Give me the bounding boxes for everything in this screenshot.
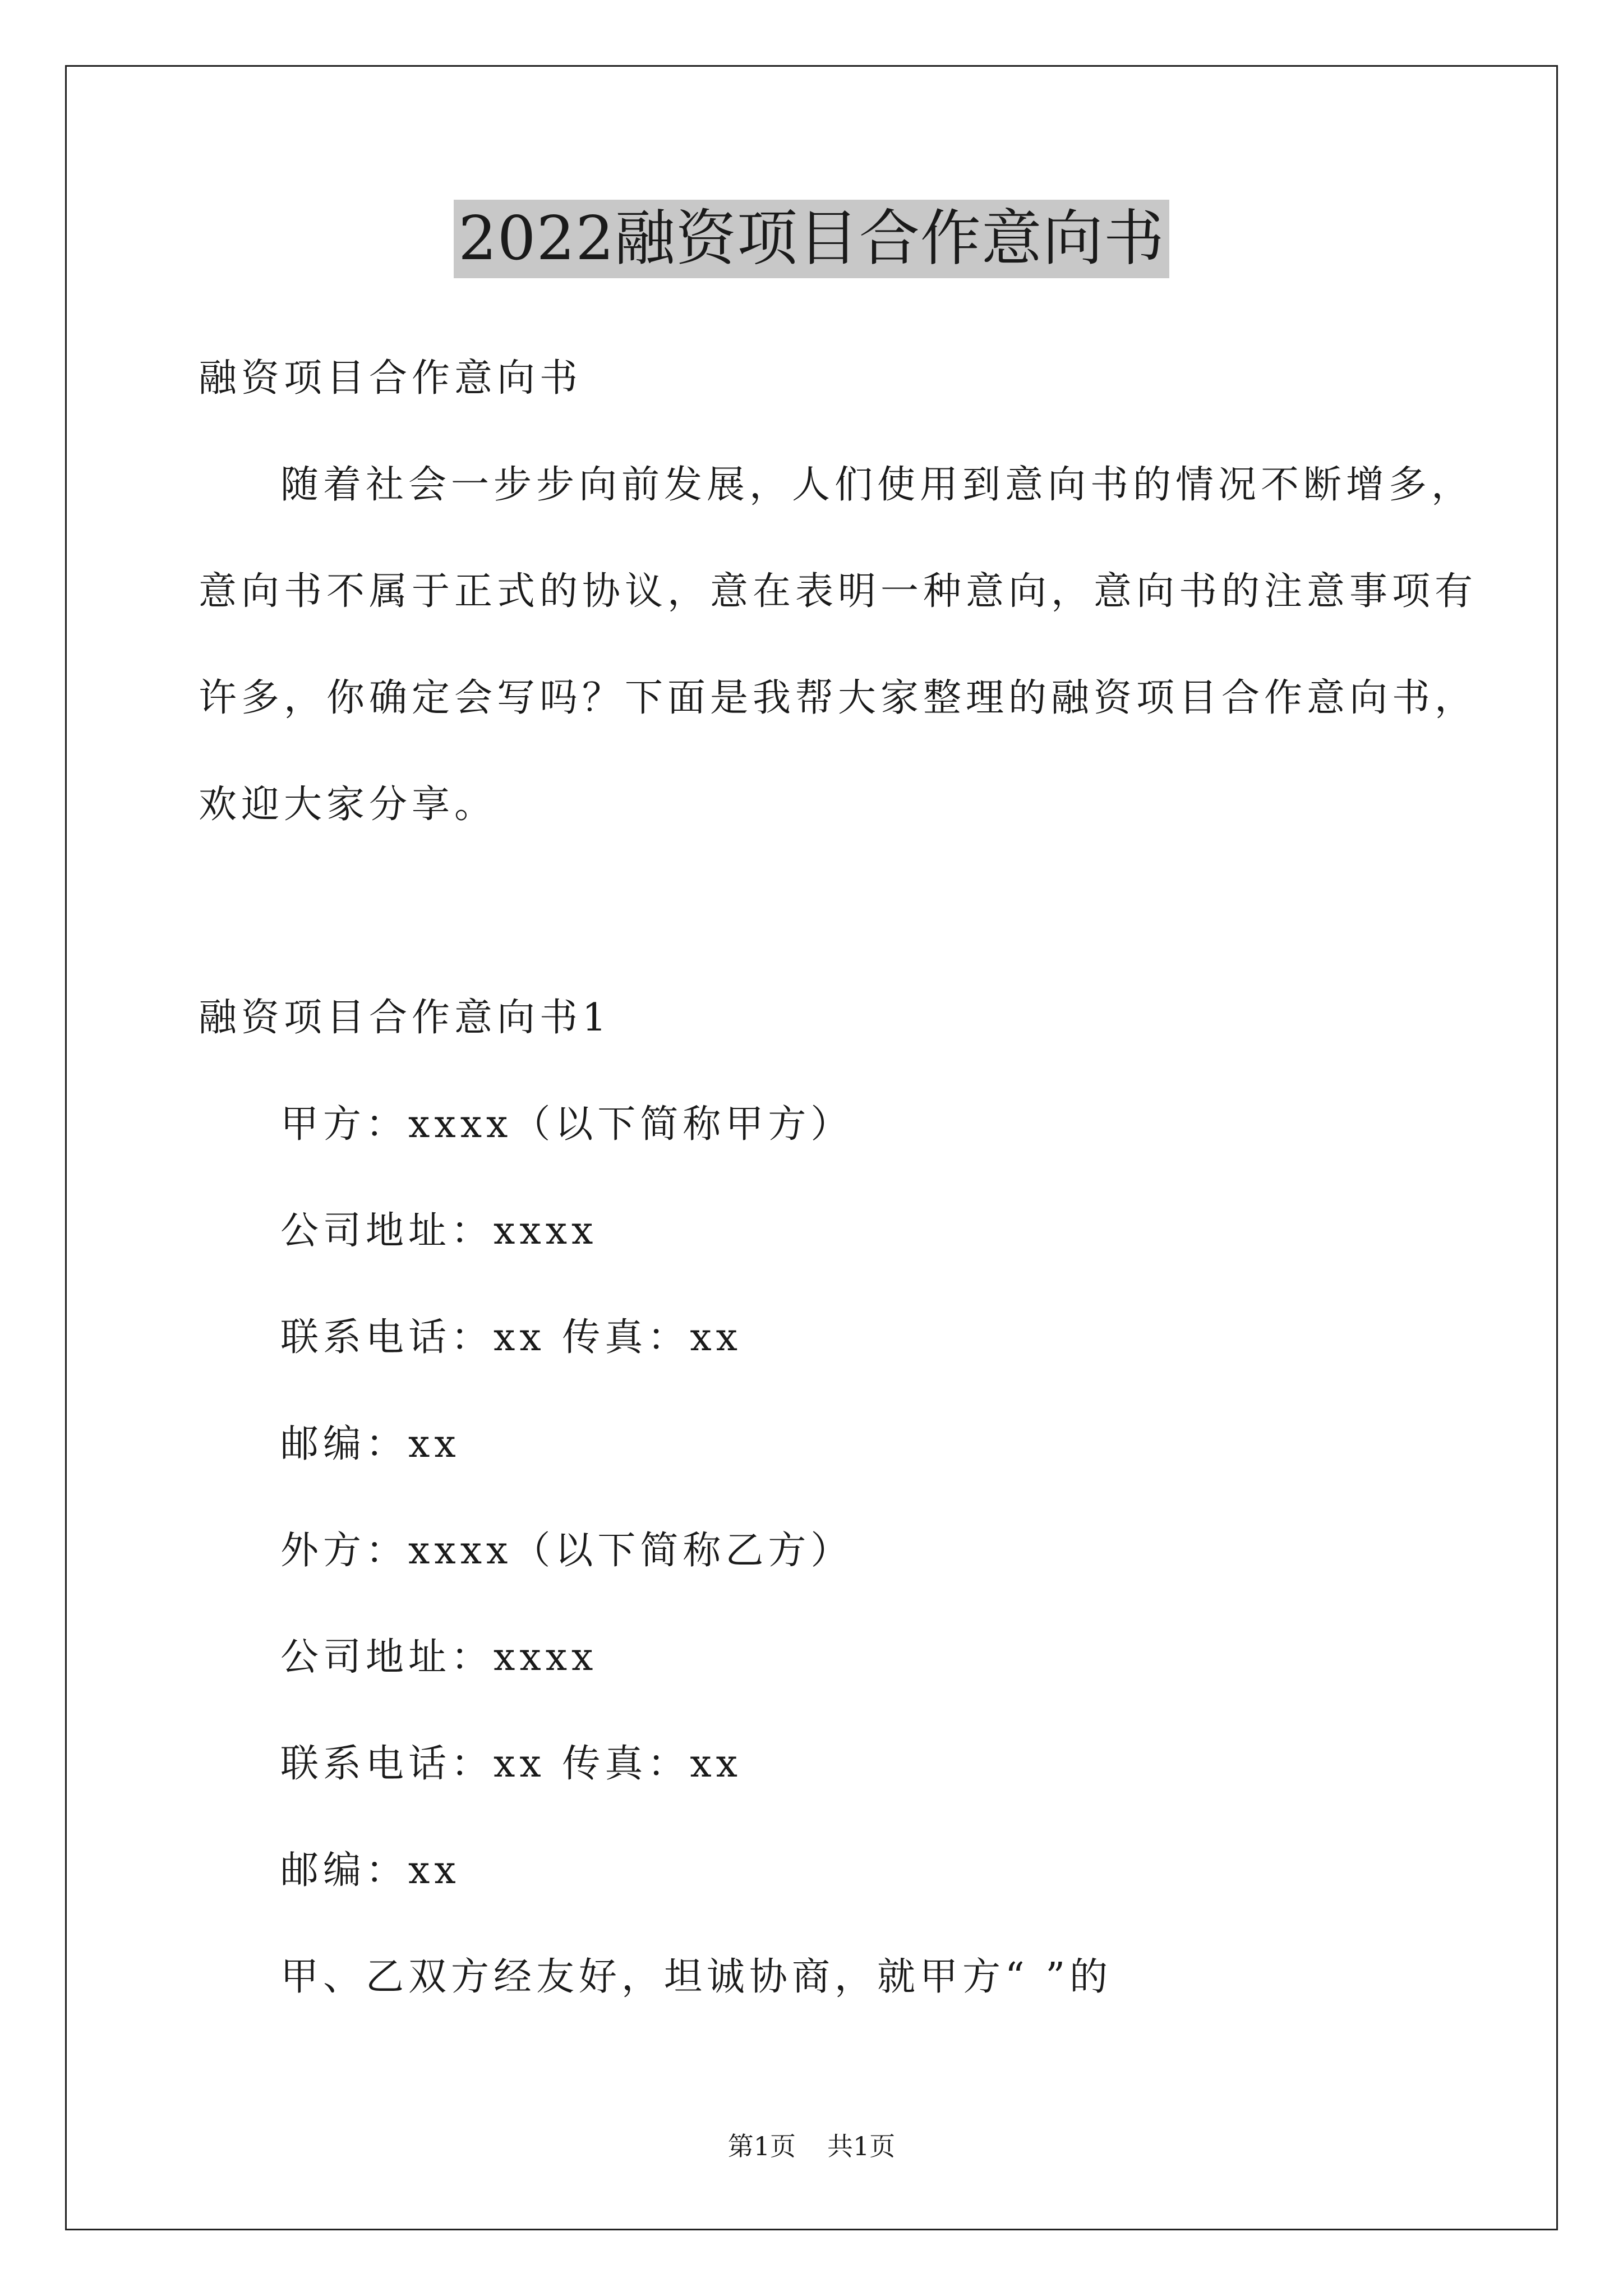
party-a-contact: 联系电话：xx 传真：xx — [280, 1315, 743, 1360]
page-footer — [0, 2129, 1623, 2163]
party-b-address: 公司地址：xxxx — [280, 1635, 598, 1680]
intro-line-3: 许多，你确定会写吗？下面是我帮大家整理的融资项目合作意向书， — [199, 676, 1478, 720]
intro-line-2: 意向书不属于正式的协议，意在表明一种意向，意向书的注意事项有 — [199, 569, 1478, 614]
party-b-postcode: 邮编：xx — [280, 1848, 460, 1893]
section-title: 融资项目合作意向书1 — [199, 996, 611, 1040]
document-subtitle: 融资项目合作意向书 — [199, 356, 583, 401]
page-number: 第1页 — [727, 2131, 796, 2161]
document-title: 2022融资项目合作意向书 — [454, 200, 1169, 278]
party-a-line: 甲方：xxxx（以下简称甲方） — [280, 1102, 854, 1147]
title-container — [0, 200, 1623, 278]
intro-line-1: 随着社会一步步向前发展，人们使用到意向书的情况不断增多， — [280, 463, 1474, 507]
intro-line-4: 欢迎大家分享。 — [199, 783, 497, 827]
agreement-line: 甲、乙双方经友好，坦诚协商，就甲方“ ”的 — [280, 1955, 1113, 1999]
page-total: 共1页 — [827, 2131, 896, 2161]
party-a-postcode: 邮编：xx — [280, 1422, 460, 1466]
party-b-contact: 联系电话：xx 传真：xx — [280, 1742, 743, 1786]
party-b-line: 外方：xxxx（以下简称乙方） — [280, 1529, 854, 1573]
party-a-address: 公司地址：xxxx — [280, 1209, 598, 1253]
